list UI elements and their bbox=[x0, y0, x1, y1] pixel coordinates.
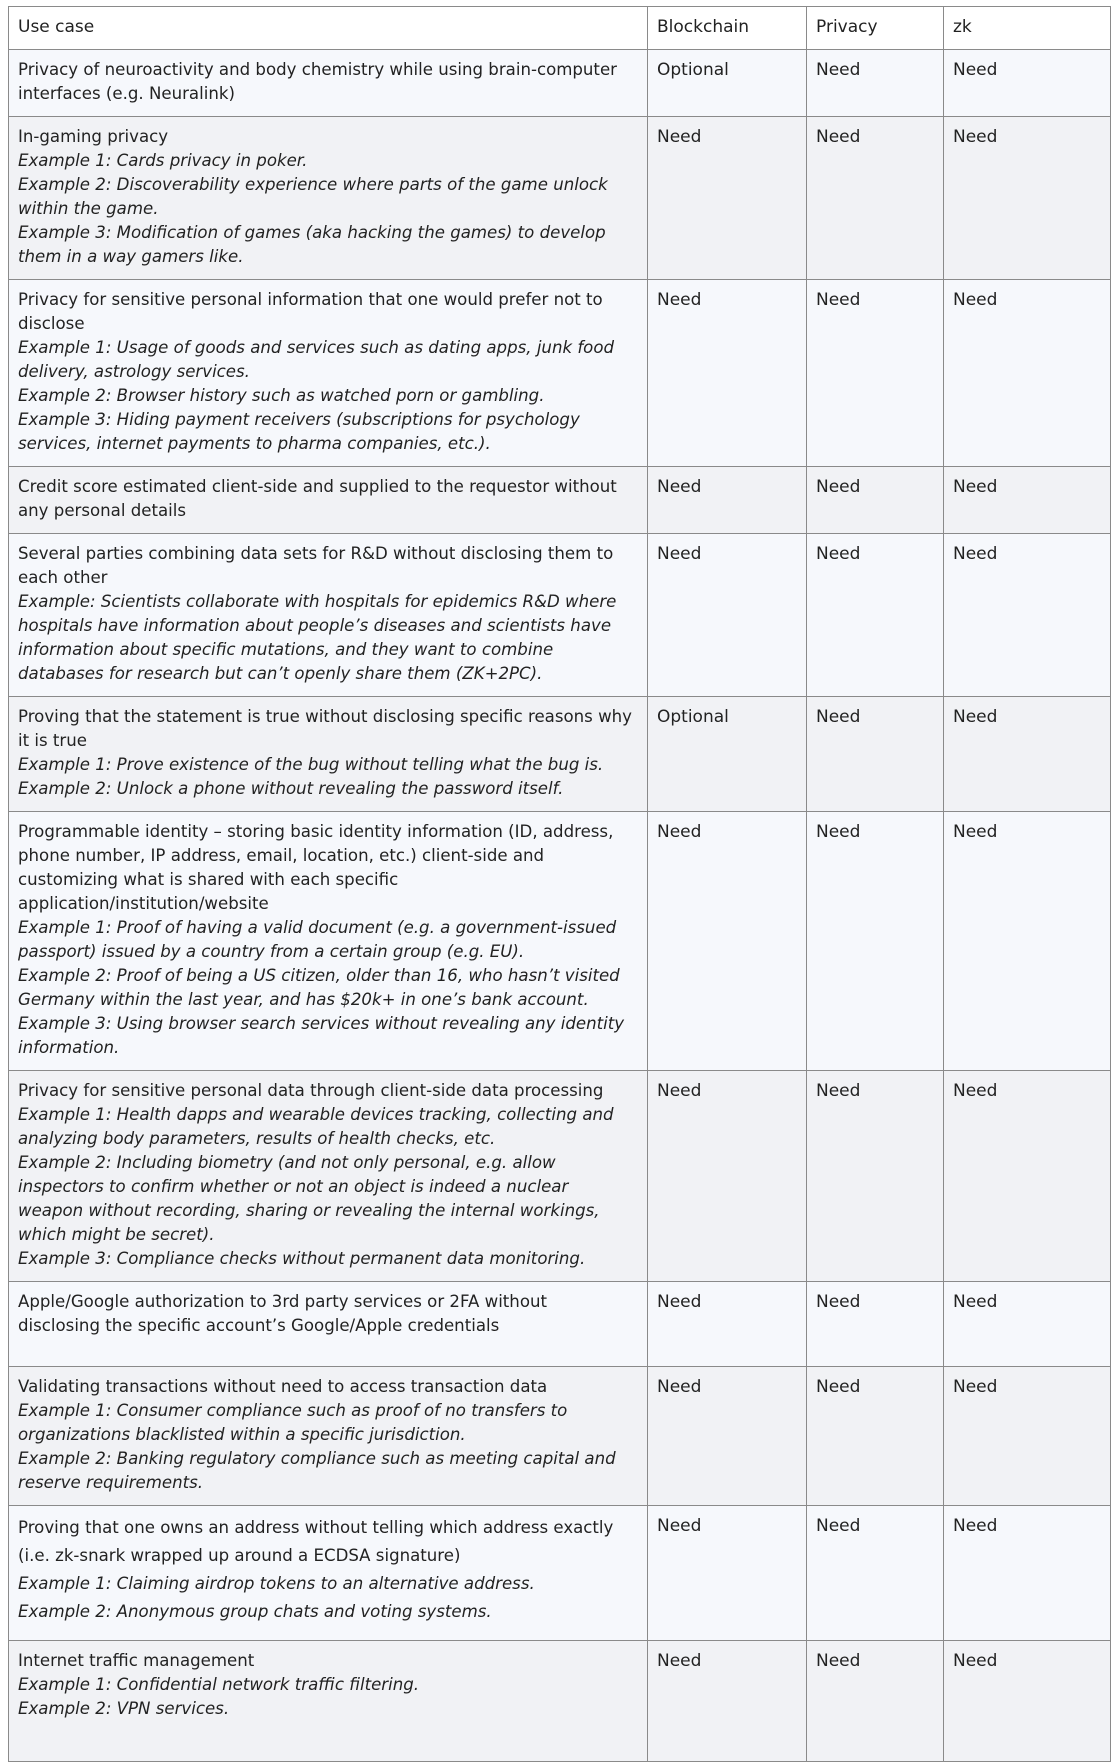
example-text: information about specific mutations, and they want to combine bbox=[18, 640, 554, 659]
use-case-text: (i.e. zk-snark wrapped up around a ECDSA signature) bbox=[18, 1546, 461, 1565]
blockchain-cell: Optional bbox=[648, 50, 807, 117]
example-text: Example 3: Hiding payment receivers (subscriptions for psychology bbox=[18, 410, 580, 429]
example-text: Example 2: Banking regulatory compliance such as meeting capital and bbox=[18, 1449, 616, 1468]
example-text: delivery, astrology services. bbox=[18, 362, 250, 381]
example-text: Germany within the last year, and has $20k+ in one’s bank account. bbox=[18, 990, 589, 1009]
use-case-text: customizing what is shared with each specific bbox=[18, 870, 399, 889]
blockchain-cell: Need bbox=[648, 1367, 807, 1506]
table-row bbox=[9, 1071, 1111, 1282]
table-body bbox=[9, 50, 1111, 1762]
privacy-cell: Need bbox=[807, 1641, 944, 1762]
use-case-cell bbox=[9, 1071, 648, 1282]
table-row bbox=[9, 280, 1111, 467]
zk-cell: Need bbox=[944, 534, 1111, 697]
zk-cell: Need bbox=[944, 280, 1111, 467]
blockchain-cell: Need bbox=[648, 534, 807, 697]
use-case-text: application/institution/website bbox=[18, 894, 269, 913]
use-case-cell bbox=[9, 467, 648, 534]
table-row bbox=[9, 812, 1111, 1071]
blockchain-cell: Need bbox=[648, 117, 807, 280]
header-use-case: Use case bbox=[9, 7, 648, 50]
use-case-text: Programmable identity – storing basic identity information (ID, address, bbox=[18, 822, 614, 841]
example-text: Example 1: Cards privacy in poker. bbox=[18, 151, 308, 170]
zk-cell: Need bbox=[944, 1071, 1111, 1282]
zk-cell: Need bbox=[944, 50, 1111, 117]
table-row bbox=[9, 1506, 1111, 1641]
blockchain-cell: Need bbox=[648, 812, 807, 1071]
example-text: Example 2: Discoverability experience where parts of the game unlock bbox=[18, 175, 608, 194]
zk-cell: Need bbox=[944, 812, 1111, 1071]
blockchain-cell: Need bbox=[648, 1282, 807, 1367]
use-case-cell bbox=[9, 1506, 648, 1641]
use-case-table bbox=[8, 6, 1111, 1762]
use-case-text: Internet traffic management bbox=[18, 1651, 255, 1670]
table-row bbox=[9, 50, 1111, 117]
example-text: Example 1: Claiming airdrop tokens to an alternative address. bbox=[18, 1574, 535, 1593]
table-row bbox=[9, 1282, 1111, 1367]
example-text: Example: Scientists collaborate with hospitals for epidemics R&D where bbox=[18, 592, 617, 611]
use-case-text: Privacy for sensitive personal data through client-side data processing bbox=[18, 1081, 604, 1100]
privacy-cell: Need bbox=[807, 280, 944, 467]
example-text: organizations blacklisted within a specific jurisdiction. bbox=[18, 1425, 466, 1444]
use-case-text: Apple/Google authorization to 3rd party services or 2FA without bbox=[18, 1292, 547, 1311]
privacy-cell: Need bbox=[807, 1282, 944, 1367]
privacy-cell: Need bbox=[807, 117, 944, 280]
example-text: Example 2: Browser history such as watched porn or gambling. bbox=[18, 386, 545, 405]
example-text: Example 3: Compliance checks without permanent data monitoring. bbox=[18, 1249, 586, 1268]
example-text: Example 1: Usage of goods and services such as dating apps, junk food bbox=[18, 338, 615, 357]
blockchain-cell: Need bbox=[648, 1641, 807, 1762]
privacy-cell: Need bbox=[807, 1071, 944, 1282]
table-row bbox=[9, 697, 1111, 812]
use-case-text: Several parties combining data sets for R&D without disclosing them to bbox=[18, 544, 614, 563]
use-case-cell bbox=[9, 534, 648, 697]
example-text: Example 2: VPN services. bbox=[18, 1699, 230, 1718]
blockchain-cell: Need bbox=[648, 467, 807, 534]
zk-cell: Need bbox=[944, 697, 1111, 812]
table-row bbox=[9, 117, 1111, 280]
example-text: Example 1: Proof of having a valid document (e.g. a government-issued bbox=[18, 918, 617, 937]
privacy-cell: Need bbox=[807, 1367, 944, 1506]
example-text: databases for research but can’t openly share them (ZK+2PC). bbox=[18, 664, 543, 683]
table-row bbox=[9, 1367, 1111, 1506]
use-case-text: phone number, IP address, email, location, etc.) client-side and bbox=[18, 846, 545, 865]
header-blockchain: Blockchain bbox=[648, 7, 807, 50]
example-text: passport) issued by a country from a certain group (e.g. EU). bbox=[18, 942, 525, 961]
example-text: Example 3: Modification of games (aka hacking the games) to develop bbox=[18, 223, 606, 242]
example-text: Example 3: Using browser search services without revealing any identity bbox=[18, 1014, 625, 1033]
use-case-text: interfaces (e.g. Neuralink) bbox=[18, 84, 235, 103]
table-row bbox=[9, 534, 1111, 697]
use-case-cell bbox=[9, 1367, 648, 1506]
use-case-cell bbox=[9, 280, 648, 467]
example-text: services, internet payments to pharma companies, etc.). bbox=[18, 434, 491, 453]
example-text: which might be secret). bbox=[18, 1225, 215, 1244]
blockchain-cell: Need bbox=[648, 1506, 807, 1641]
table-row bbox=[9, 467, 1111, 534]
zk-cell: Need bbox=[944, 117, 1111, 280]
example-text: Example 2: Anonymous group chats and voting systems. bbox=[18, 1602, 492, 1621]
use-case-cell bbox=[9, 812, 648, 1071]
use-case-text: it is true bbox=[18, 731, 87, 750]
use-case-cell bbox=[9, 697, 648, 812]
blockchain-cell: Optional bbox=[648, 697, 807, 812]
use-case-text: disclose bbox=[18, 314, 85, 333]
example-text: Example 1: Health dapps and wearable devices tracking, collecting and bbox=[18, 1105, 614, 1124]
use-case-cell bbox=[9, 1282, 648, 1367]
use-case-text: Privacy of neuroactivity and body chemistry while using brain-computer bbox=[18, 60, 617, 79]
use-case-text: disclosing the specific account’s Google/Apple credentials bbox=[18, 1316, 500, 1335]
privacy-cell: Need bbox=[807, 467, 944, 534]
table-row bbox=[9, 1641, 1111, 1762]
use-case-text: Proving that the statement is true without disclosing specific reasons why bbox=[18, 707, 632, 726]
example-text: analyzing body parameters, results of health checks, etc. bbox=[18, 1129, 496, 1148]
header-zk: zk bbox=[944, 7, 1111, 50]
example-text: hospitals have information about people’s diseases and scientists have bbox=[18, 616, 612, 635]
use-case-table-container bbox=[8, 6, 1110, 1762]
example-text: Example 1: Prove existence of the bug without telling what the bug is. bbox=[18, 755, 604, 774]
privacy-cell: Need bbox=[807, 812, 944, 1071]
example-text: information. bbox=[18, 1038, 120, 1057]
example-text: Example 2: Including biometry (and not only personal, e.g. allow bbox=[18, 1153, 556, 1172]
zk-cell: Need bbox=[944, 1506, 1111, 1641]
use-case-cell bbox=[9, 1641, 648, 1762]
privacy-cell: Need bbox=[807, 50, 944, 117]
zk-cell: Need bbox=[944, 1641, 1111, 1762]
privacy-cell: Need bbox=[807, 1506, 944, 1641]
blockchain-cell: Need bbox=[648, 280, 807, 467]
zk-cell: Need bbox=[944, 467, 1111, 534]
zk-cell: Need bbox=[944, 1282, 1111, 1367]
use-case-cell bbox=[9, 117, 648, 280]
privacy-cell: Need bbox=[807, 697, 944, 812]
use-case-cell bbox=[9, 50, 648, 117]
example-text: them in a way gamers like. bbox=[18, 247, 244, 266]
use-case-text: any personal details bbox=[18, 501, 186, 520]
example-text: Example 2: Unlock a phone without revealing the password itself. bbox=[18, 779, 564, 798]
use-case-text: Privacy for sensitive personal information that one would prefer not to bbox=[18, 290, 603, 309]
example-text: Example 1: Confidential network traffic filtering. bbox=[18, 1675, 420, 1694]
header-privacy: Privacy bbox=[807, 7, 944, 50]
use-case-text: Credit score estimated client-side and supplied to the requestor without bbox=[18, 477, 617, 496]
example-text: inspectors to confirm whether or not an object is indeed a nuclear bbox=[18, 1177, 569, 1196]
use-case-text: In-gaming privacy bbox=[18, 127, 169, 146]
table-header bbox=[9, 7, 1111, 50]
example-text: within the game. bbox=[18, 199, 159, 218]
example-text: Example 2: Proof of being a US citizen, older than 16, who hasn’t visited bbox=[18, 966, 620, 985]
zk-cell: Need bbox=[944, 1367, 1111, 1506]
header-row bbox=[9, 7, 1111, 50]
example-text: Example 1: Consumer compliance such as proof of no transfers to bbox=[18, 1401, 568, 1420]
example-text: weapon without recording, sharing or revealing the internal workings, bbox=[18, 1201, 600, 1220]
use-case-text: each other bbox=[18, 568, 108, 587]
privacy-cell: Need bbox=[807, 534, 944, 697]
use-case-text: Validating transactions without need to access transaction data bbox=[18, 1377, 548, 1396]
blockchain-cell: Need bbox=[648, 1071, 807, 1282]
example-text: reserve requirements. bbox=[18, 1473, 204, 1492]
use-case-text: Proving that one owns an address without telling which address exactly bbox=[18, 1518, 614, 1537]
